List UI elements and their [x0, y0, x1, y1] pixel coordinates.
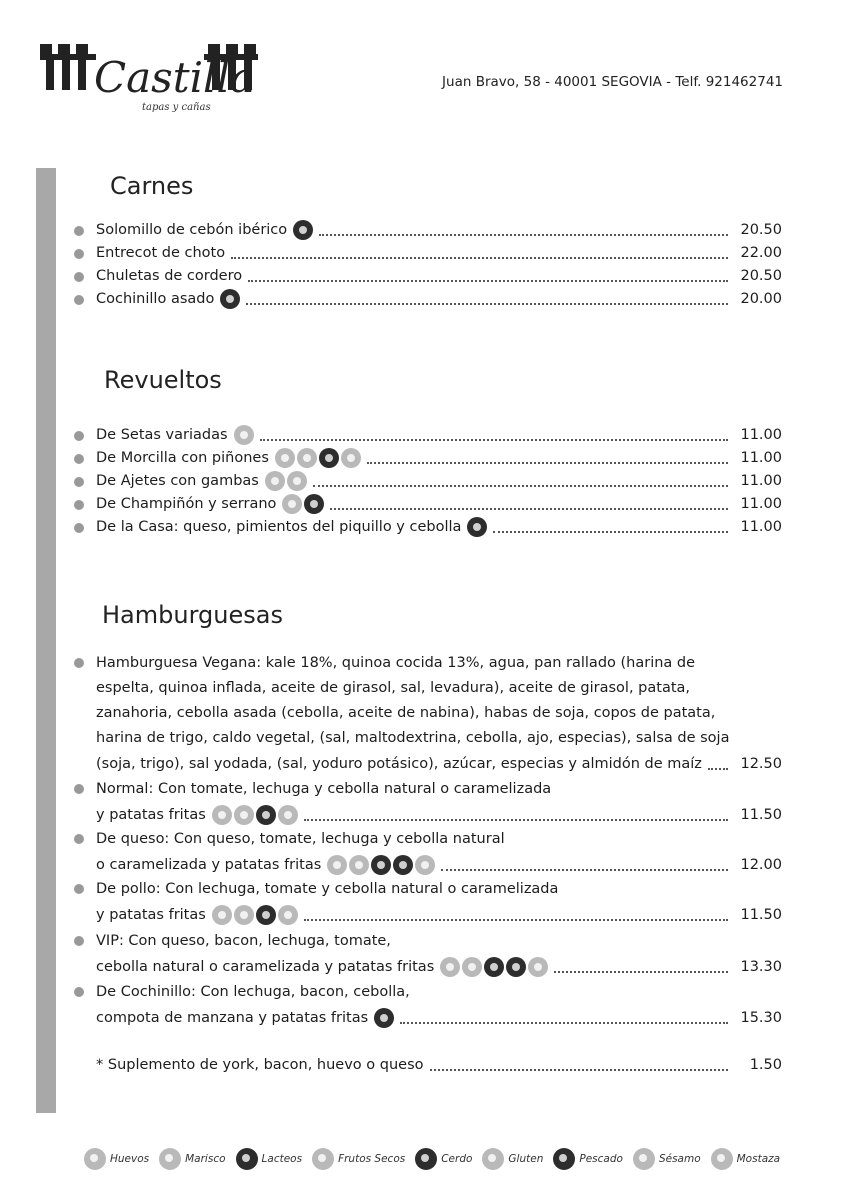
- dot-leader: [319, 234, 728, 236]
- legend-item-lacteos: [236, 1148, 303, 1170]
- dot-leader: [367, 462, 728, 464]
- castilla-logo: [38, 36, 260, 122]
- dot-leader: [554, 971, 728, 973]
- menu-item: [70, 929, 782, 979]
- huevos-icon: [265, 471, 285, 491]
- menu-item-line: [70, 242, 782, 264]
- legend-item-sesamo: [633, 1148, 701, 1170]
- legend-label: Pescado: [579, 1153, 623, 1165]
- menu-item: [70, 516, 782, 538]
- dish-price: 11.00: [740, 496, 782, 512]
- dish-name: Cochinillo asado: [96, 291, 215, 307]
- menu-item: [70, 493, 782, 515]
- legend-label: Mostaza: [736, 1153, 781, 1165]
- dish-name: Solomillo de cebón ibérico: [96, 222, 288, 238]
- dish-description-line: De pollo: Con lechuga, tomate y cebolla natural o caramelizada: [96, 881, 559, 897]
- dish-description-last: y patatas fritas: [96, 806, 206, 823]
- menu-item: [70, 219, 782, 241]
- dish-price: 11.00: [740, 473, 782, 489]
- dish-price: 15.30: [740, 1009, 782, 1026]
- lacteos-icon: [371, 855, 391, 875]
- legend-label: Cerdo: [441, 1153, 473, 1165]
- allergen-icons: [212, 905, 298, 925]
- allergen-icons: [212, 805, 298, 825]
- dot-leader: [304, 919, 728, 921]
- dish-price: 20.50: [740, 222, 782, 238]
- marisco-icon: [159, 1148, 181, 1170]
- dish-price: 13.30: [740, 958, 782, 975]
- dish-name: De la Casa: queso, pimientos del piquillo y cebolla: [96, 519, 462, 535]
- dish-price: 11.00: [740, 427, 782, 443]
- menu-item-line: [70, 852, 782, 877]
- legend-item-pescado: [553, 1148, 623, 1170]
- dot-leader: [441, 869, 728, 871]
- bullet-icon: [74, 784, 84, 794]
- decorative-side-bar: [36, 168, 56, 1113]
- dot-leader: [330, 508, 728, 510]
- menu-item-line: [70, 751, 782, 776]
- allergen-icons: [293, 220, 313, 240]
- menu-item: [70, 980, 782, 1030]
- supplement-name: * Suplemento de york, bacon, huevo o queso: [96, 1057, 424, 1073]
- legend-item-gluten: [482, 1148, 543, 1170]
- dish-description-line: Hamburguesa Vegana: kale 18%, quinoa cocida 13%, agua, pan rallado (harina de: [96, 655, 696, 671]
- menu-item: [70, 651, 782, 776]
- allergen-icons: [327, 855, 435, 875]
- dish-price: 11.00: [740, 519, 782, 535]
- dish-description-line: VIP: Con queso, bacon, lechuga, tomate,: [96, 933, 391, 949]
- dish-name: Chuletas de cordero: [96, 268, 243, 284]
- menu-item-line: [70, 516, 782, 538]
- bullet-icon: [74, 987, 84, 997]
- allergen-legend: [84, 1148, 780, 1170]
- dish-description-last: compota de manzana y patatas fritas: [96, 1009, 369, 1026]
- supplement-line: [70, 1054, 782, 1076]
- legend-item-marisco: [159, 1148, 225, 1170]
- dish-price: 11.00: [740, 450, 782, 466]
- mostaza-icon: [711, 1148, 733, 1170]
- dish-name: De Setas variadas: [96, 427, 228, 443]
- menu-item-line: [70, 1005, 782, 1030]
- dot-leader: [246, 303, 728, 305]
- dot-leader: [260, 439, 728, 441]
- dish-description-last: y patatas fritas: [96, 906, 206, 923]
- menu-item: [70, 827, 782, 877]
- legend-item-cerdo: [415, 1148, 472, 1170]
- dot-leader: [708, 768, 728, 770]
- dish-description-line: espelta, quinoa inflada, aceite de girasol, sal, levadura), aceite de girasol, patata,: [96, 680, 691, 696]
- bullet-icon: [74, 834, 84, 844]
- logo-text: Castilla: [94, 53, 255, 102]
- menu-item-line: [70, 288, 782, 310]
- huevos-icon: [234, 425, 254, 445]
- cerdo-icon: [374, 1008, 394, 1028]
- allergen-icons: [374, 1008, 394, 1028]
- dish-name: De Ajetes con gambas: [96, 473, 259, 489]
- cerdo-icon: [220, 289, 240, 309]
- sesamo-icon: [278, 805, 298, 825]
- sesamo-icon: [415, 855, 435, 875]
- dish-price: 11.50: [740, 906, 782, 923]
- cerdo-icon: [256, 805, 276, 825]
- menu-item-line: [70, 470, 782, 492]
- dot-leader: [400, 1022, 728, 1024]
- dish-price: 20.00: [740, 291, 782, 307]
- gluten-icon: [341, 448, 361, 468]
- pescado-icon: [553, 1148, 575, 1170]
- menu-item: [70, 242, 782, 264]
- menu-item-line: [70, 219, 782, 241]
- gluten-icon: [234, 805, 254, 825]
- dish-price: 22.00: [740, 245, 782, 261]
- dish-name: Entrecot de choto: [96, 245, 226, 261]
- dish-price: 20.50: [740, 268, 782, 284]
- supplement-price: 1.50: [749, 1057, 782, 1073]
- dot-leader: [493, 531, 728, 533]
- cerdo-icon: [319, 448, 339, 468]
- allergen-icons: [282, 494, 324, 514]
- huevos-icon: [212, 805, 232, 825]
- huevos-icon: [327, 855, 347, 875]
- cerdo-icon: [506, 957, 526, 977]
- huevos-icon: [440, 957, 460, 977]
- menu-item-line: [70, 954, 782, 979]
- cerdo-icon: [393, 855, 413, 875]
- dish-description-line: Normal: Con tomate, lechuga y cebolla natural o caramelizada: [96, 781, 552, 797]
- menu-item: [70, 288, 782, 310]
- cerdo-icon: [304, 494, 324, 514]
- sesamo-icon: [633, 1148, 655, 1170]
- dot-leader: [231, 257, 728, 259]
- legend-item-mostaza: [711, 1148, 780, 1170]
- dot-leader: [304, 819, 728, 821]
- dish-price: 11.50: [740, 806, 782, 823]
- dish-name: De Champiñón y serrano: [96, 496, 277, 512]
- allergen-icons: [467, 517, 487, 537]
- bullet-icon: [74, 658, 84, 668]
- allergen-icons: [220, 289, 240, 309]
- huevos-icon: [212, 905, 232, 925]
- gluten-icon: [349, 855, 369, 875]
- menu-item-line: [70, 902, 782, 927]
- bullet-icon: [74, 884, 84, 894]
- lacteos-icon: [484, 957, 504, 977]
- menu-item-line: [70, 424, 782, 446]
- sesamo-icon: [528, 957, 548, 977]
- dish-description-line: zanahoria, cebolla asada (cebolla, aceite de nabina), habas de soja, copos de patata,: [96, 705, 716, 721]
- dish-name: De Morcilla con piñones: [96, 450, 269, 466]
- dish-price: 12.50: [740, 755, 782, 772]
- menu-item-line: [70, 265, 782, 287]
- gluten-icon: [462, 957, 482, 977]
- huevos-icon: [275, 448, 295, 468]
- dot-leader: [430, 1069, 729, 1071]
- dish-description-line: De Cochinillo: Con lechuga, bacon, cebolla,: [96, 984, 410, 1000]
- menu-item-line: [70, 447, 782, 469]
- allergen-icons: [275, 448, 361, 468]
- dish-description-line: De queso: Con queso, tomate, lechuga y cebolla natural: [96, 831, 505, 847]
- lacteos-icon: [236, 1148, 258, 1170]
- dish-description-last: (soja, trigo), sal yodada, (sal, yoduro potásico), azúcar, especias y almidón de maíz: [96, 755, 702, 772]
- section-title-carnes: Carnes: [110, 172, 194, 200]
- dish-description-line: harina de trigo, caldo vegetal, (sal, maltodextrina, cebolla, ajo, especias), salsa de soja: [96, 730, 730, 746]
- menu-item: [70, 877, 782, 927]
- menu-item: [70, 777, 782, 827]
- section-title-hamburguesas: Hamburguesas: [102, 601, 283, 629]
- marisco-icon: [287, 471, 307, 491]
- sesamo-icon: [278, 905, 298, 925]
- dish-description-last: cebolla natural o caramelizada y patatas fritas: [96, 958, 435, 975]
- legend-item-huevos: [84, 1148, 149, 1170]
- cerdo-icon: [293, 220, 313, 240]
- menu-item: [70, 447, 782, 469]
- cerdo-icon: [256, 905, 276, 925]
- menu-item-line: [70, 493, 782, 515]
- section-title-revueltos: Revueltos: [104, 366, 222, 394]
- allergen-icons: [265, 471, 307, 491]
- legend-label: Huevos: [110, 1153, 150, 1165]
- frutos-secos-icon: [297, 448, 317, 468]
- huevos-icon: [84, 1148, 106, 1170]
- dot-leader: [248, 280, 728, 282]
- menu-item-line: [70, 802, 782, 827]
- menu-item: [70, 265, 782, 287]
- dot-leader: [313, 485, 728, 487]
- menu-item: [70, 470, 782, 492]
- gluten-icon: [482, 1148, 504, 1170]
- legend-item-frutos-secos: [312, 1148, 405, 1170]
- legend-label: Marisco: [185, 1153, 226, 1165]
- legend-label: Sésamo: [658, 1153, 701, 1165]
- menu-item: [70, 424, 782, 446]
- lacteos-icon: [467, 517, 487, 537]
- castle-battlement-icon: [38, 36, 260, 122]
- logo-subtitle: tapas y cañas: [142, 102, 211, 113]
- allergen-icons: [234, 425, 254, 445]
- frutos-secos-icon: [312, 1148, 334, 1170]
- supplement-item: [70, 1054, 782, 1076]
- cerdo-icon: [415, 1148, 437, 1170]
- huevos-icon: [282, 494, 302, 514]
- legend-label: Gluten: [508, 1153, 544, 1165]
- restaurant-address: Juan Bravo, 58 - 40001 SEGOVIA - Telf. 921462741: [442, 74, 783, 90]
- dish-description-last: o caramelizada y patatas fritas: [96, 856, 322, 873]
- legend-label: Lacteos: [261, 1153, 303, 1165]
- allergen-icons: [440, 957, 548, 977]
- gluten-icon: [234, 905, 254, 925]
- dish-price: 12.00: [740, 856, 782, 873]
- bullet-icon: [74, 936, 84, 946]
- legend-label: Frutos Secos: [338, 1153, 406, 1165]
